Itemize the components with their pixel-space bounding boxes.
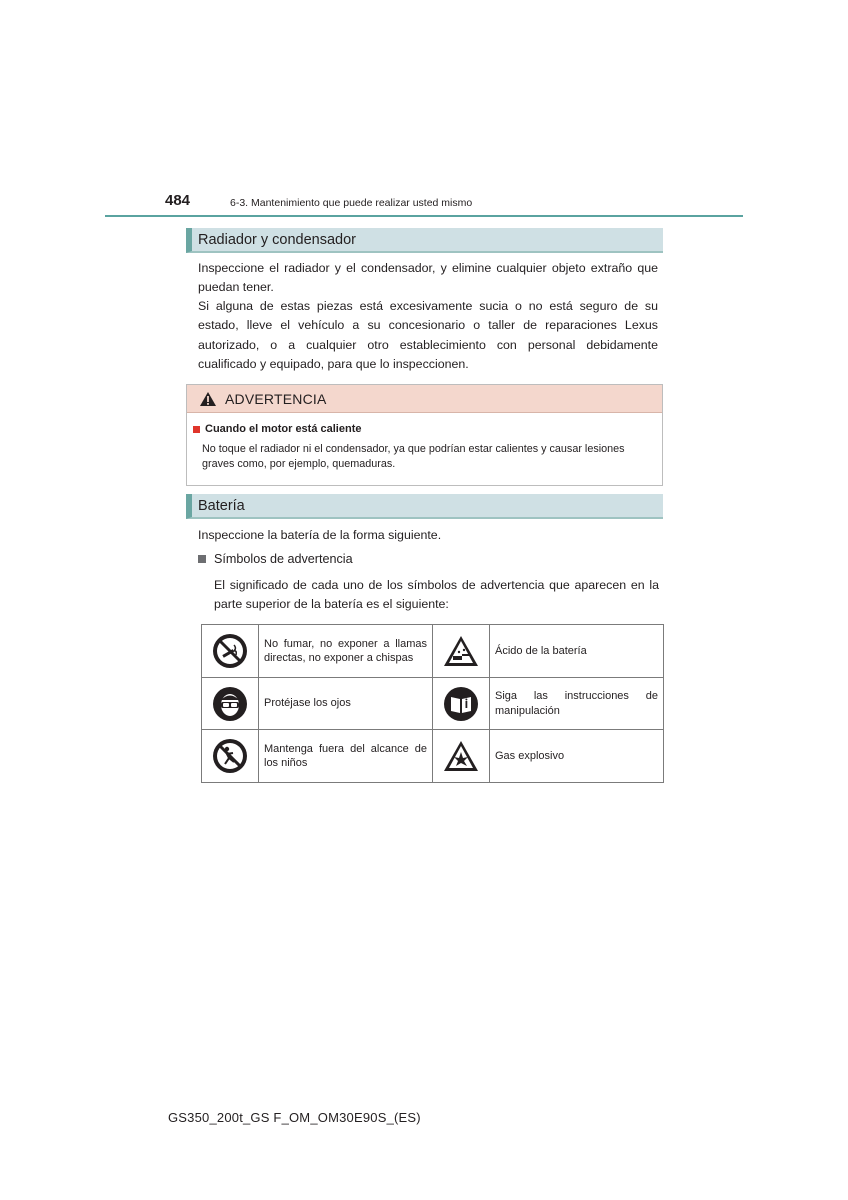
symbol-icon-cell bbox=[433, 678, 490, 730]
symbol-icon-cell bbox=[433, 730, 490, 783]
table-row bbox=[202, 625, 664, 678]
warning-text: No toque el radiador ni el condensador, ya que podrían estar calientes y causar lesiones graves como, por ejemplo, quemaduras. bbox=[202, 443, 625, 470]
page-number: 484 bbox=[165, 192, 191, 209]
symbol-text-cell: No fumar, no exponer a llamas directas, no exponer a chispas bbox=[259, 625, 433, 678]
warning-triangle-icon bbox=[199, 391, 217, 407]
radiator-paragraph-1: Inspeccione el radiador y el condensador, y elimine cualquier objeto extraño que puedan tener. bbox=[198, 261, 658, 295]
battery-description: El significado de cada uno de los símbolos de advertencia que aparecen en la parte superior de la batería es el siguiente: bbox=[214, 578, 659, 612]
explosive-gas-icon bbox=[442, 739, 480, 773]
symbol-text-cell: Ácido de la batería bbox=[490, 625, 664, 678]
battery-intro: Inspeccione la batería de la forma siguiente. bbox=[198, 528, 442, 542]
read-instructions-icon bbox=[443, 686, 479, 722]
battery-subheading bbox=[198, 552, 353, 566]
battery-subheading-text: Símbolos de advertencia bbox=[214, 552, 353, 566]
red-bullet-icon bbox=[193, 426, 200, 433]
warning-box bbox=[186, 384, 663, 486]
footer-code: GS350_200t_GS F_OM_OM30E90S_(ES) bbox=[168, 1110, 421, 1125]
symbol-text-cell: Mantenga fuera del alcance de los niños bbox=[259, 730, 433, 783]
symbol-icon-cell bbox=[433, 625, 490, 678]
no-smoking-icon bbox=[212, 633, 248, 669]
warning-header bbox=[187, 385, 662, 413]
symbol-text-cell: Siga las instrucciones de manipulación bbox=[490, 678, 664, 730]
table-row bbox=[202, 730, 664, 783]
symbol-icon-cell bbox=[202, 730, 259, 783]
gray-bullet-icon bbox=[198, 555, 206, 563]
warning-subtitle-text: Cuando el motor está caliente bbox=[205, 423, 362, 435]
symbol-icon-cell bbox=[202, 678, 259, 730]
warning-title: ADVERTENCIA bbox=[225, 390, 327, 407]
header-rule bbox=[105, 215, 743, 217]
keep-away-children-icon bbox=[212, 738, 248, 774]
eye-protection-icon bbox=[212, 686, 248, 722]
warning-symbols-table bbox=[201, 624, 664, 783]
battery-acid-icon bbox=[442, 634, 480, 668]
warning-subtitle bbox=[193, 423, 361, 435]
chapter-title: 6-3. Mantenimiento que puede realizar usted mismo bbox=[230, 197, 473, 209]
table-row bbox=[202, 678, 664, 730]
symbol-text-cell: Protéjase los ojos bbox=[259, 678, 433, 730]
radiator-paragraph-2: Si alguna de estas piezas está excesivamente sucia o no está seguro de su estado, lleve el vehículo a su concesionario o taller de reparaciones Lexus autorizado, o a cualquier otro establecimiento con personal debidamente cualificado y equipado, para que lo inspeccionen. bbox=[198, 299, 658, 371]
symbol-text-cell: Gas explosivo bbox=[490, 730, 664, 783]
section-heading-battery: Batería bbox=[186, 494, 663, 519]
symbol-icon-cell bbox=[202, 625, 259, 678]
section-heading-radiator: Radiador y condensador bbox=[186, 228, 663, 253]
